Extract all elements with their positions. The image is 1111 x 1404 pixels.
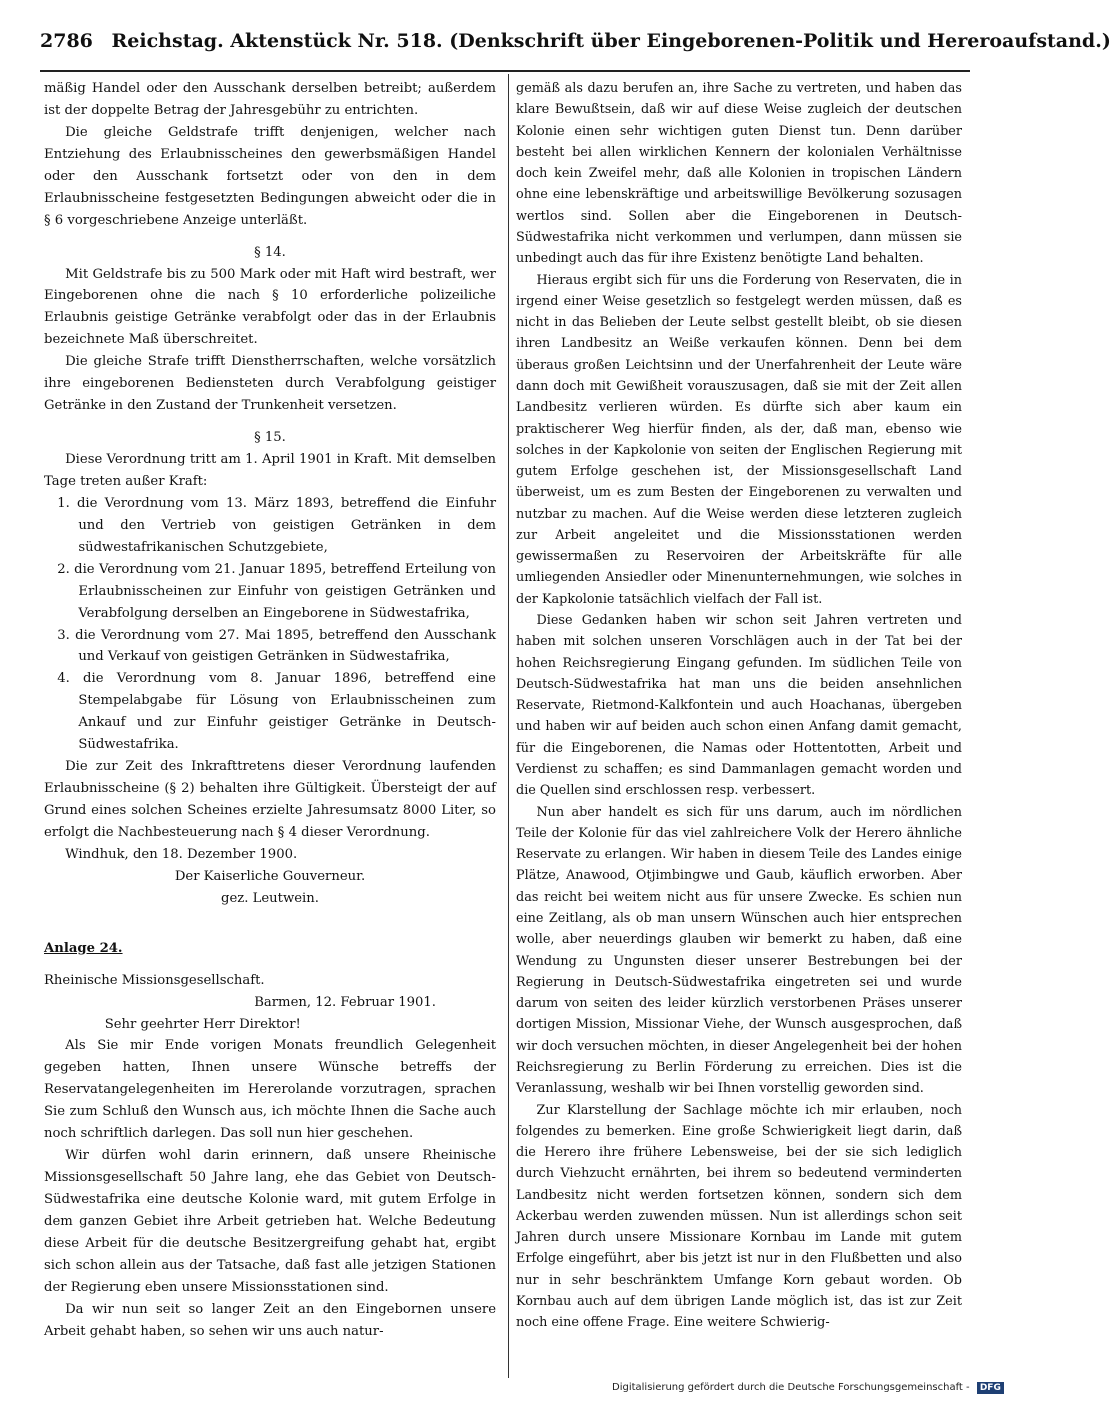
list-item: 1. die Verordnung vom 13. März 1893, betreffend die Einfuhr und den Vertrieb von geistigen Getränken in dem südwestafrikanischen Schutzgebiete, bbox=[57, 495, 496, 555]
paragraph: Nun aber handelt es sich für uns darum, auch im nördlichen Teile der Kolonie für das viel zahlreichere Volk der Herero ähnliche Reservate zu erlangen. Wir haben in diesem Teile des Landes einige Plätze, Anawood, Otjimbingwe und Gaub, käuflich erworben. Aber das reicht bei weitem nicht aus für unsere Zwecke. Es schien nun eine Zeitlang, als ob man unsern Wünschen auch hier entsprechen wolle, aber neuerdings glauben wir bemerkt zu haben, daß eine Wendung zu Ungunsten dieser unserer Bestrebungen bei der Regierung in Deutsch-Südwestafrika eingetreten sei und wurde darum von seiten des leider kürzlich verstorbenen Präses unserer dortigen Mission, Missionar Viehe, der Wunsch ausgesprochen, daß wir doch versuchen möchten, in dieser Angelegenheit bei der hohen Reichsregierung zu Berlin Förderung zu erreichen. Dies ist die Veranlassung, weshalb wir bei Ihnen vorstellig geworden sind. bbox=[516, 804, 962, 1097]
society-name: Rheinische Missionsgesellschaft. bbox=[44, 972, 265, 988]
section-heading: § 15. bbox=[254, 430, 286, 446]
list-item: 2. die Verordnung vom 21. Januar 1895, betreffend Erteilung von Erlaubnisscheinen zur Einfuhr von geistigen Getränken und Verabfolgung derselben an Eingeborene in Südwestafrika, bbox=[57, 561, 496, 621]
paragraph: Zur Klarstellung der Sachlage möchte ich mir erlauben, noch folgendes zu bemerken. Eine große Schwierigkeit liegt darin, daß die Herero ihre frühere Lebensweise, bei der sie sich lediglich durch Viehzucht ernährten, bei ihrem so bedeutend verminderten Landbesitz nicht werden fortsetzen können, sondern sich dem Ackerbau werden zuwenden müssen. Nun ist allerdings schon seit Jahren durch unsere Missionare Kornbau im Lande mit gutem Erfolge eingeführt, aber bis jetzt ist nur in den Flußbetten und also nur in sehr beschränktem Umfange Korn gebaut worden. Ob Kornbau auch auf dem übrigen Lande möglich ist, das ist zur Zeit noch eine offene Frage. Eine weitere Schwierig- bbox=[516, 1102, 962, 1331]
list-item: 4. die Verordnung vom 8. Januar 1896, betreffend eine Stempelabgabe für Lösung von Erlaubnisscheinen zum Ankauf und zur Einfuhr geistiger Getränke in Deutsch-Südwestafrika. bbox=[57, 671, 496, 753]
page-header bbox=[40, 30, 1111, 60]
paragraph: Die zur Zeit des Inkrafttretens dieser Verordnung laufenden Erlaubnisscheine (§ 2) behalten ihre Gültigkeit. Übersteigt der auf Grund eines solchen Scheines erzielte Jahresumsatz 8000 Liter, so erfolgt die Nachbesteuerung nach § 4 dieser Verordnung. bbox=[44, 759, 496, 840]
dfg-logo: DFG bbox=[977, 1382, 1004, 1394]
salutation: Sehr geehrter Herr Direktor! bbox=[104, 1016, 301, 1032]
paragraph: Als Sie mir Ende vorigen Monats freundlich Gelegenheit gegeben hatten, Ihnen unsere Wünsche betreffs der Reservatangelegenheiten im Hererolande vorzutragen, sprachen Sie zum Schluß den Wunsch aus, ich möchte Ihnen die Sache auch noch schriftlich darlegen. Das soll nun hier geschehen. bbox=[44, 1038, 496, 1142]
paragraph: mäßig Handel oder den Ausschank derselben betreibt; außerdem ist der doppelte Betrag der Jahresgebühr zu entrichten. bbox=[44, 81, 496, 118]
signature-title: Der Kaiserliche Gouverneur. bbox=[174, 868, 366, 884]
signature-name: gez. Leutwein. bbox=[221, 890, 319, 906]
paragraph: Da wir nun seit so langer Zeit an den Eingebornen unsere Arbeit gehabt haben, so sehen wir uns auch natur- bbox=[44, 1301, 496, 1339]
paragraph: Diese Gedanken haben wir schon seit Jahren vertreten und haben mit solchen unseren Vorschlägen auch in der Tat bei der hohen Reichsregierung Eingang gefunden. Im südlichen Teile von Deutsch-Südwestafrika hat man uns die beiden ansehnlichen Reservate, Rietmond-Kalkfontein und auch Hoachanas, übergeben und haben wir auf beiden auch schon einen Anfang damit gemacht, für die Eingeborenen, die Namas oder Hottentotten, Arbeit und Verdienst zu schaffen; es sind Dammanlagen gemacht worden und die Quellen sind erschlossen resp. verbessert. bbox=[516, 613, 962, 799]
paragraph: Hieraus ergibt sich für uns die Forderung von Reservaten, die in irgend einer Weise gesetzlich so festgelegt werden müssen, daß es nicht in das Belieben der Leute selbst gestellt bleibt, ob sie diesen ihren Landbesitz an Weiße verkaufen können. Denn bei dem überaus großen Leichtsinn und der Unerfahrenheit der Leute wäre dann doch mit Gewißheit vorauszusagen, daß sie mit der Zeit allen Landbesitz verlieren würden. Es dürfte sich aber kaum ein praktischerer Weg hierfür finden, als der, daß man, ebenso wie solches in der Kapkolonie von seiten der Englischen Regierung mit gutem Erfolge geschehen ist, der Missionsgesellschaft Land überweist, um es zum Besten der Eingeborenen zu verwalten und nutzbar zu machen. Auf die Weise werden diese letzteren zugleich zur Arbeit angeleitet und die Missionsstationen werden gewissermaßen zu Reservoiren der Arbeitskräfte für alle umliegenden Ansiedler oder Minenunternehmungen, wie solches in der Kapkolonie tatsächlich vielfach der Fall ist. bbox=[516, 272, 962, 607]
header-rule bbox=[40, 70, 970, 72]
section-heading: § 14. bbox=[254, 244, 286, 260]
paragraph: Die gleiche Strafe trifft Dienstherrschaften, welche vorsätzlich ihre eingeborenen Bediensteten durch Verabfolgung geistiger Getränke in den Zustand der Trunkenheit versetzen. bbox=[44, 354, 496, 414]
annex-heading: Anlage 24. bbox=[44, 940, 123, 956]
footer-text: Digitalisierung gefördert durch die Deutsche Forschungsgemeinschaft - bbox=[612, 1382, 970, 1393]
header-title: Reichstag. Aktenstück Nr. 518. (Denkschrift über Eingeborenen-Politik und Hereroaufstand.) bbox=[111, 30, 1111, 52]
paragraph: Die gleiche Geldstrafe trifft denjenigen, welcher nach Entziehung des Erlaubnisscheines den gewerbsmäßigen Handel oder den Ausschank fortsetzt oder von den in dem Erlaubnisscheine festgesetzten Bedingungen abweicht oder die in § 6 vorgeschriebene Anzeige unterläßt. bbox=[44, 124, 496, 228]
page-number: 2786 bbox=[40, 30, 93, 52]
list-item: 3. die Verordnung vom 27. Mai 1895, betreffend den Ausschank und Verkauf von geistigen Getränken in Südwestafrika, bbox=[57, 627, 496, 665]
letter-date: Barmen, 12. Februar 1901. bbox=[254, 994, 436, 1010]
paragraph: Wir dürfen wohl darin erinnern, daß unsere Rheinische Missionsgesellschaft 50 Jahre lang, ehe das Gebiet von Deutsch-Südwestafrika eine deutsche Kolonie ward, mit gutem Erfolge in dem ganzen Gebiet ihre Arbeit getrieben hat. Welche Bedeutung diese Arbeit für die deutsche Besitzergreifung gehabt hat, ergibt sich schon allein aus der Tatsache, daß fast alle jetzigen Stationen der Regierung eben unsere Missionsstationen sind. bbox=[44, 1148, 496, 1295]
paragraph: Mit Geldstrafe bis zu 500 Mark oder mit Haft wird bestraft, wer Eingeborenen ohne die nach § 10 erforderliche polizeiliche Erlaubnis geistige Getränke verabfolgt oder das in der Erlaubnis bezeichnete Maß überschreitet. bbox=[44, 266, 496, 348]
right-column bbox=[516, 78, 962, 1334]
paragraph: Diese Verordnung tritt am 1. April 1901 in Kraft. Mit demselben Tage treten außer Kraft: bbox=[44, 452, 496, 489]
paragraph: gemäß als dazu berufen an, ihre Sache zu vertreten, und haben das klare Bewußtsein, daß wir auf diese Weise zugleich der deutschen Kolonie einen sehr wichtigen guten Dienst tun. Denn darüber besteht bei allen wirklichen Kennern der kolonialen Verhältnisse doch kein Zweifel mehr, daß alle Kolonien in tropischen Ländern ohne eine lebenskräftige und arbeitswillige Bevölkerung sozusagen wertlos sind. Sollen aber die Eingeborenen in Deutsch-Südwestafrika nicht verkommen und verlumpen, dann müssen sie unbedingt auch das für ihre Existenz benötigte Land behalten. bbox=[516, 81, 962, 267]
place-date: Windhuk, den 18. Dezember 1900. bbox=[65, 846, 298, 862]
left-column bbox=[44, 78, 496, 1343]
digitization-footer bbox=[612, 1382, 1001, 1400]
column-divider bbox=[508, 74, 509, 1378]
